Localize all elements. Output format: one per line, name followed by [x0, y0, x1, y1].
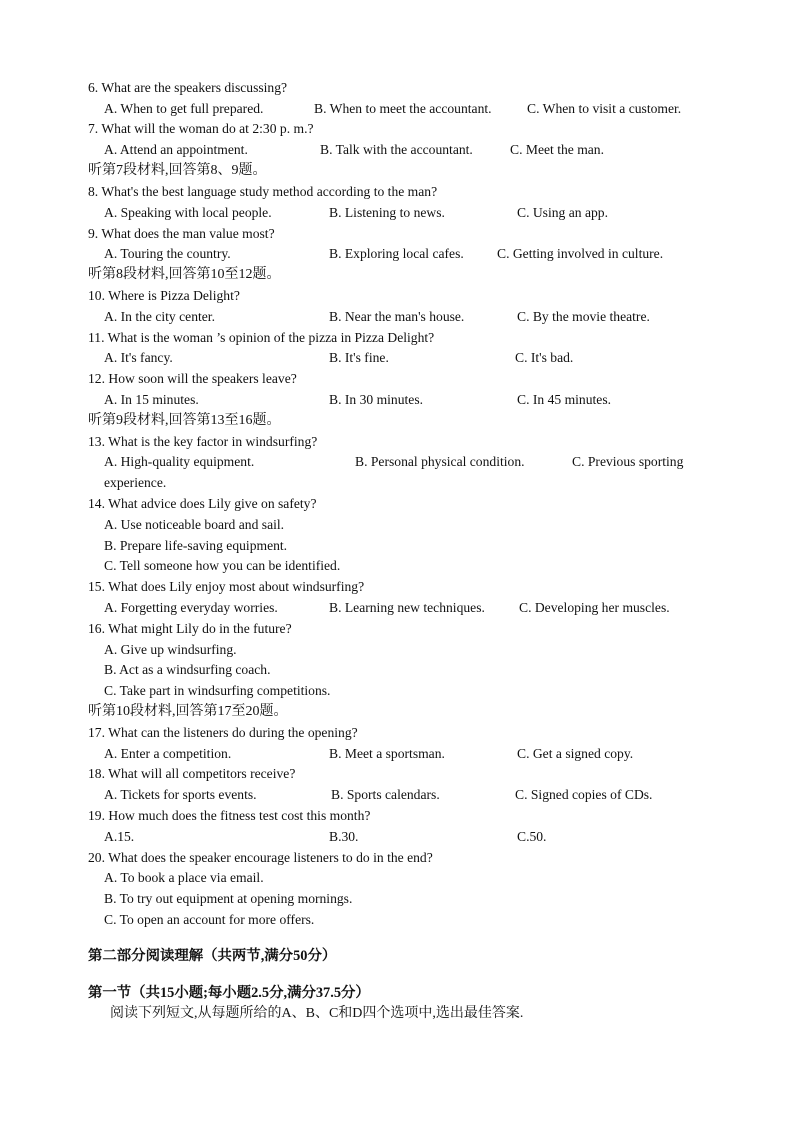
question-18: 18. What will all competitors receive?: [88, 766, 296, 781]
question-12: 12. How soon will the speakers leave?: [88, 371, 297, 386]
q12-option-c: C. In 45 minutes.: [517, 392, 612, 407]
q8-option-c: C. Using an app.: [517, 205, 608, 220]
q6-option-a: A. When to get full prepared.: [104, 101, 264, 116]
q12-option-b: B. In 30 minutes.: [329, 392, 424, 407]
q13-option-c-continued: experience.: [104, 475, 167, 490]
section-note-10: 听第10段材料,回答第17至20题。: [88, 704, 288, 719]
question-19: 19. How much does the fitness test cost this month?: [88, 808, 371, 823]
question-15: 15. What does Lily enjoy most about windsurfing?: [88, 579, 365, 594]
q7-option-a: A. Attend an appointment.: [104, 142, 248, 157]
q9-option-c: C. Getting involved in culture.: [497, 246, 664, 261]
q19-option-b: B.30.: [329, 829, 359, 844]
q15-option-b: B. Learning new techniques.: [329, 600, 485, 615]
q6-option-b: B. When to meet the accountant.: [314, 101, 492, 116]
q20-option-c: C. To open an account for more offers.: [104, 912, 315, 927]
question-11: 11. What is the woman ’s opinion of the pizza in Pizza Delight?: [88, 330, 435, 345]
question-14: 14. What advice does Lily give on safety?: [88, 496, 317, 511]
question-20: 20. What does the speaker encourage listeners to do in the end?: [88, 850, 433, 865]
q18-option-a: A. Tickets for sports events.: [104, 787, 257, 802]
q8-option-a: A. Speaking with local people.: [104, 205, 272, 220]
q8-option-b: B. Listening to news.: [329, 205, 445, 220]
section-note-8: 听第8段材料,回答第10至12题。: [88, 267, 281, 282]
q11-option-c: C. It's bad.: [515, 350, 574, 365]
q17-option-a: A. Enter a competition.: [104, 746, 232, 761]
q18-option-c: C. Signed copies of CDs.: [515, 787, 653, 802]
q16-option-b: B. Act as a windsurfing coach.: [104, 662, 271, 677]
q19-option-a: A.15.: [104, 829, 135, 844]
question-6: 6. What are the speakers discussing?: [88, 80, 288, 95]
q10-option-a: A. In the city center.: [104, 309, 215, 324]
q14-option-c: C. Tell someone how you can be identified.: [104, 558, 341, 573]
q10-option-b: B. Near the man's house.: [329, 309, 465, 324]
q11-option-b: B. It's fine.: [329, 350, 389, 365]
q12-option-a: A. In 15 minutes.: [104, 392, 199, 407]
q10-option-c: C. By the movie theatre.: [517, 309, 650, 324]
question-10: 10. Where is Pizza Delight?: [88, 288, 240, 303]
question-9: 9. What does the man value most?: [88, 226, 275, 241]
q14-option-a: A. Use noticeable board and sail.: [104, 517, 285, 532]
q15-option-c: C. Developing her muscles.: [519, 600, 670, 615]
q17-option-b: B. Meet a sportsman.: [329, 746, 445, 761]
q7-option-b: B. Talk with the accountant.: [320, 142, 473, 157]
q13-option-a: A. High-quality equipment.: [104, 454, 255, 469]
q17-option-c: C. Get a signed copy.: [517, 746, 634, 761]
q19-option-c: C.50.: [517, 829, 547, 844]
q11-option-a: A. It's fancy.: [104, 350, 173, 365]
q13-option-c: C. Previous sporting: [572, 454, 684, 469]
section-note-9: 听第9段材料,回答第13至16题。: [88, 413, 281, 428]
q14-option-b: B. Prepare life-saving equipment.: [104, 538, 288, 553]
q16-option-a: A. Give up windsurfing.: [104, 642, 237, 657]
q18-option-b: B. Sports calendars.: [331, 787, 440, 802]
q9-option-a: A. Touring the country.: [104, 246, 231, 261]
q15-option-a: A. Forgetting everyday worries.: [104, 600, 278, 615]
section-one-heading: 第一节（共15小题;每小题2.5分,满分37.5分）: [88, 985, 370, 1001]
question-7: 7. What will the woman do at 2:30 p. m.?: [88, 121, 314, 136]
question-13: 13. What is the key factor in windsurfing?: [88, 434, 318, 449]
q13-option-b: B. Personal physical condition.: [355, 454, 525, 469]
question-17: 17. What can the listeners do during the opening?: [88, 725, 358, 740]
q20-option-b: B. To try out equipment at opening mornings.: [104, 891, 353, 906]
q6-option-c: C. When to visit a customer.: [527, 101, 682, 116]
section-note-7: 听第7段材料,回答第8、9题。: [88, 163, 267, 178]
q20-option-a: A. To book a place via email.: [104, 870, 264, 885]
question-8: 8. What's the best language study method according to the man?: [88, 184, 438, 199]
part-two-heading: 第二部分阅读理解（共两节,满分50分）: [88, 948, 337, 964]
question-16: 16. What might Lily do in the future?: [88, 621, 292, 636]
q16-option-c: C. Take part in windsurfing competitions.: [104, 683, 331, 698]
reading-instruction: 阅读下列短文,从每题所给的A、B、C和D四个选项中,选出最佳答案.: [110, 1006, 524, 1021]
q9-option-b: B. Exploring local cafes.: [329, 246, 464, 261]
q7-option-c: C. Meet the man.: [510, 142, 605, 157]
